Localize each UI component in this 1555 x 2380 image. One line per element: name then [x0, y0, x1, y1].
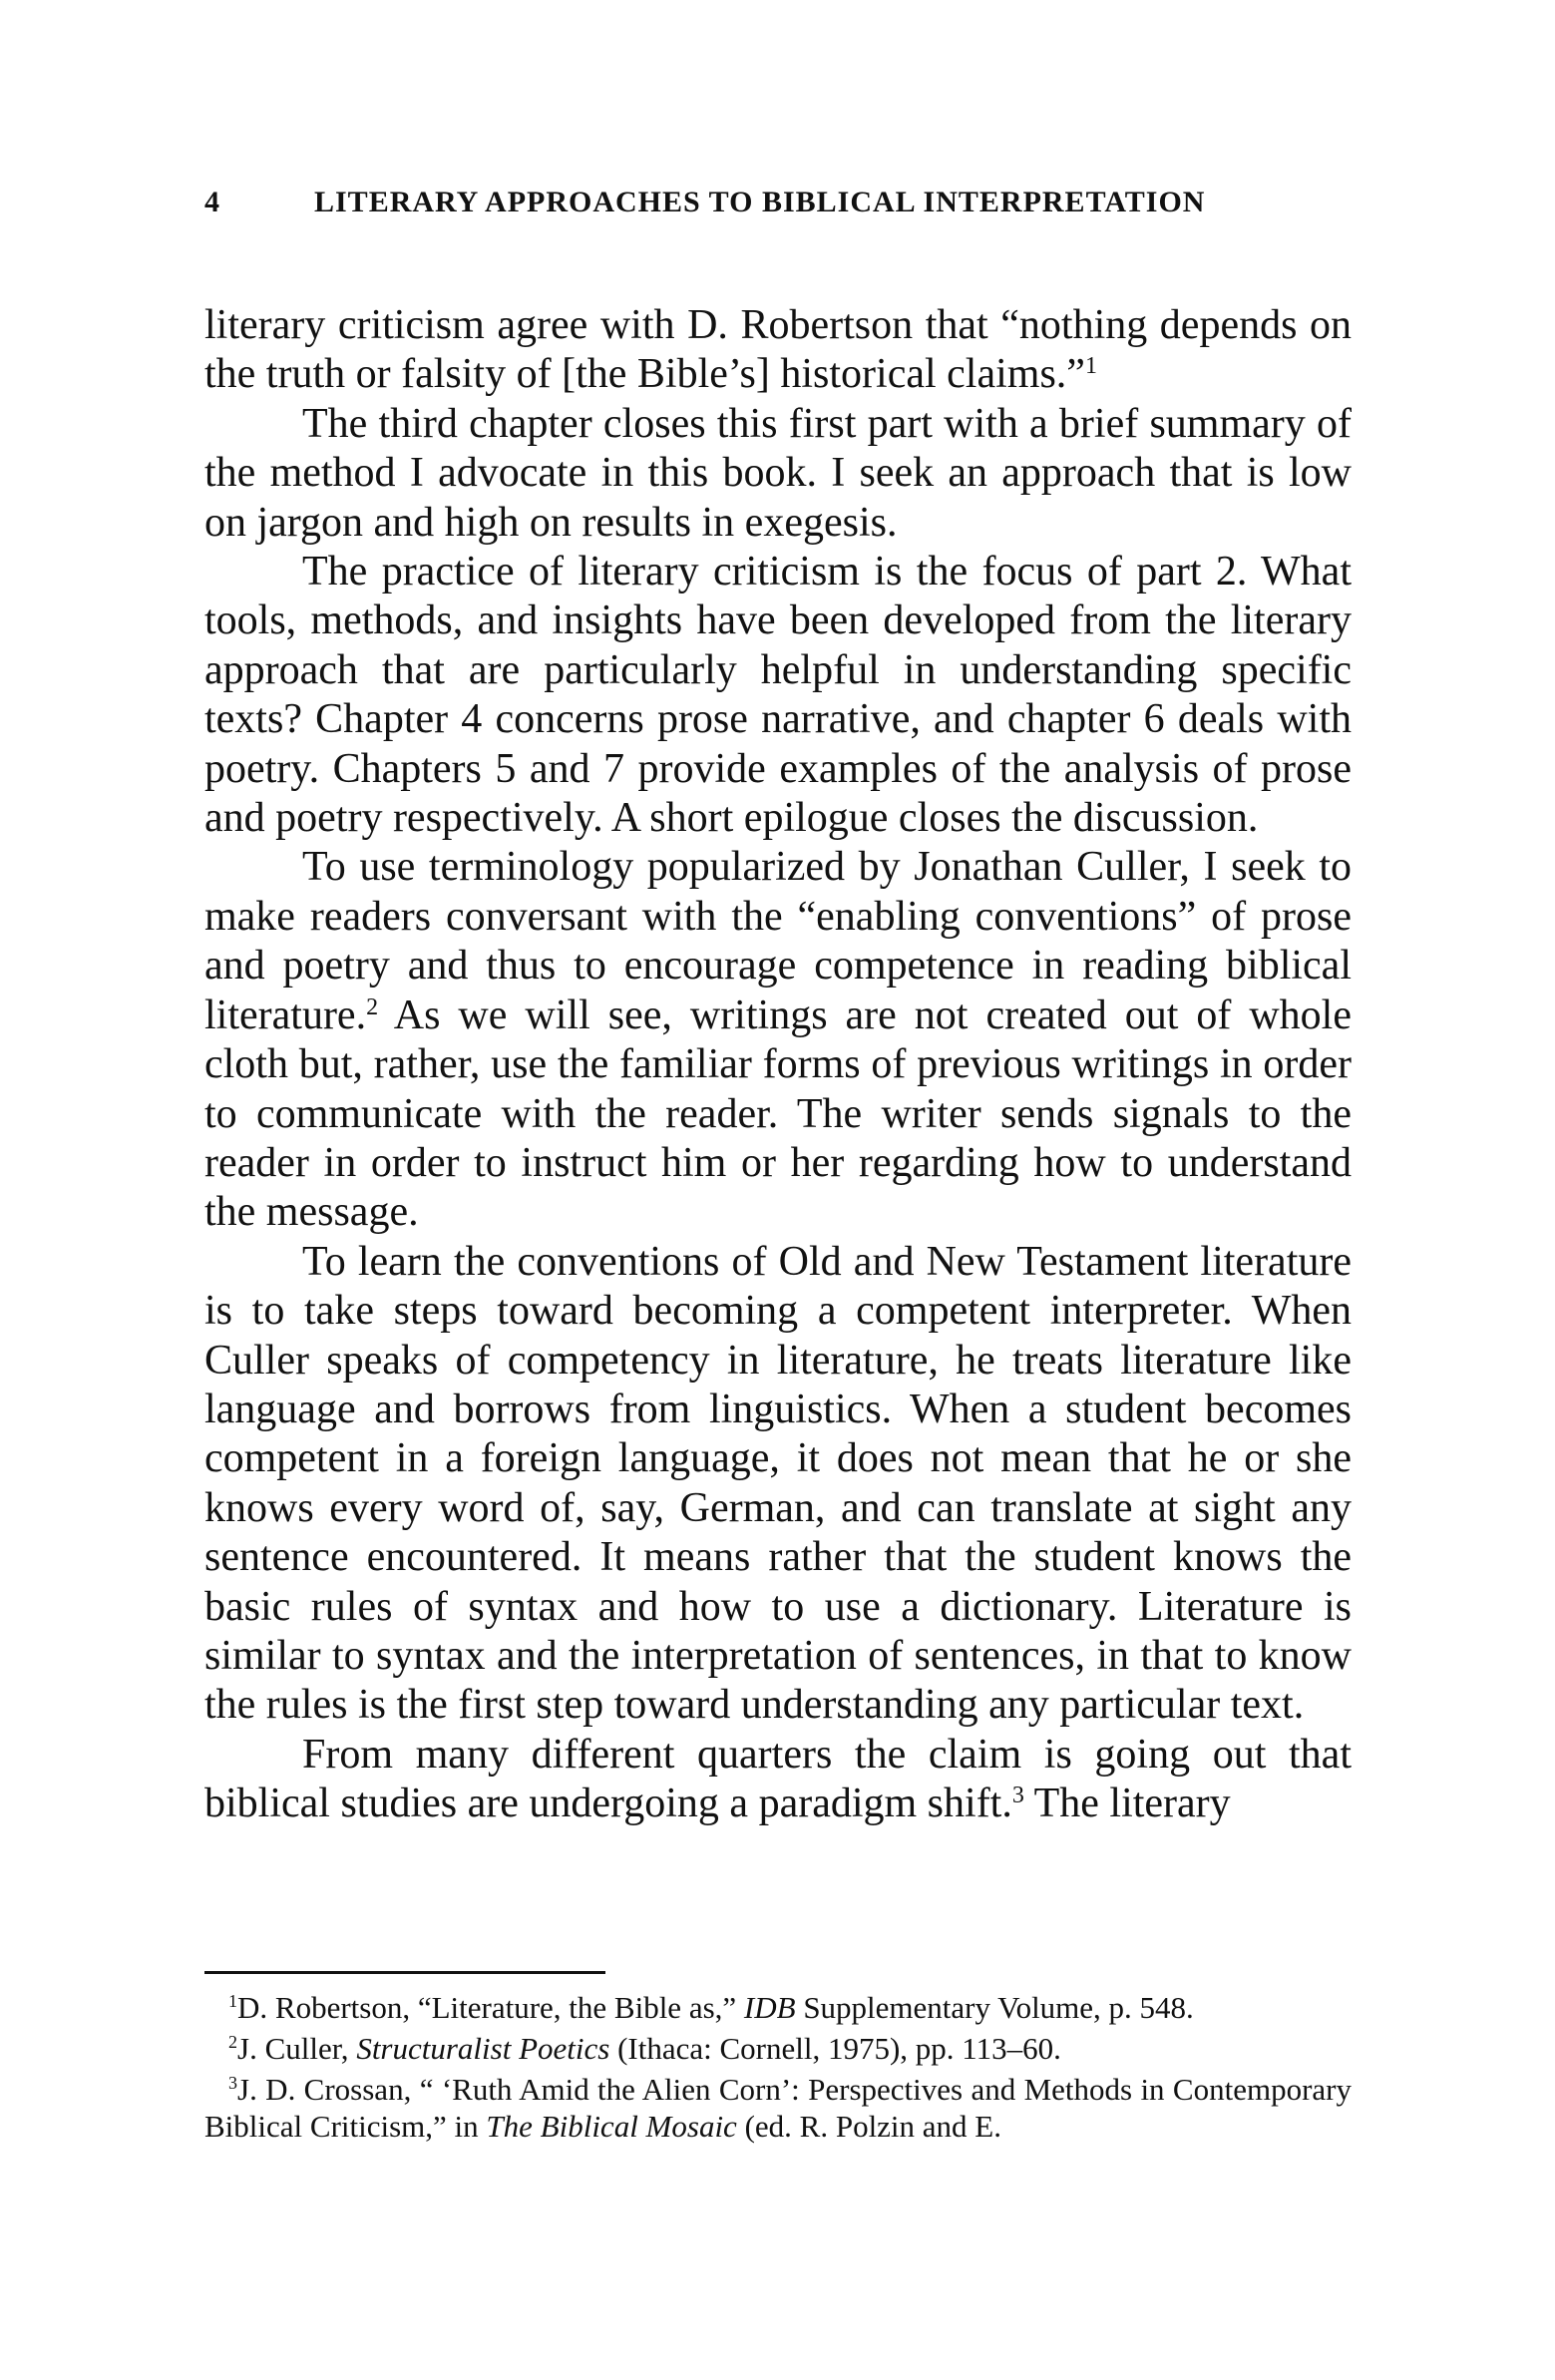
- footnote-2: [204, 2030, 1352, 2067]
- paragraph-6-text-b: The literary: [1023, 1781, 1231, 1827]
- footnote-2-title: Structuralist Poetics: [356, 2031, 610, 2066]
- running-header: [204, 186, 1352, 219]
- footnote-2-number: 2: [228, 2032, 237, 2052]
- note-ref-1: 1: [1084, 353, 1097, 380]
- paragraph-6: [204, 1731, 1352, 1829]
- paragraph-4-text-a: To use terminology popularized by Jonathan Culler, I seek to make readers conversant with the “enabling conventions” of prose and poetry and thus to encourage competence in reading biblical literature.: [204, 844, 1352, 1038]
- footnote-divider: [204, 1971, 605, 1974]
- footnote-2-text-a: J. Culler,: [237, 2031, 357, 2066]
- page-number: 4: [204, 186, 220, 218]
- body-text: [204, 301, 1352, 1829]
- running-title: LITERARY APPROACHES TO BIBLICAL INTERPRETATION: [314, 186, 1206, 218]
- paragraph-4: [204, 843, 1352, 1237]
- footnote-3-number: 3: [228, 2073, 237, 2093]
- footnote-1-text-a: D. Robertson, “Literature, the Bible as,”: [237, 1990, 744, 2025]
- note-ref-3: 3: [1011, 1783, 1024, 1809]
- paragraph-2: The third chapter closes this first part with a brief summary of the method I advocate in this book. I seek an approach that is low on jargon and high on results in exegesis.: [204, 400, 1352, 546]
- footnote-1: [204, 1989, 1352, 2026]
- paragraph-5: To learn the conventions of Old and New Testament literature is to take steps toward becoming a competent interpreter. When Culler speaks of competency in literature, he treats literature like language and borrows from linguistics. When a student becomes competent in a foreign language, it does not mean that he or she knows every word of, say, German, and can translate at sight any sentence encountered. It means rather that the student knows the basic rules of syntax and how to use a dictionary. Literature is similar to syntax and the interpretation of sentences, in that to know the rules is the first step toward understanding any particular text.: [204, 1238, 1352, 1729]
- paragraph-1: [204, 301, 1352, 400]
- footnote-3-text-b: (ed. R. Polzin and E.: [736, 2109, 1001, 2144]
- footnote-3-title: The Biblical Mosaic: [486, 2109, 737, 2144]
- paragraph-6-text-a: From many different quarters the claim is going out that biblical studies are undergoing a paradigm shift.: [204, 1731, 1352, 1827]
- paragraph-1-text: literary criticism agree with D. Robertson that “nothing depends on the truth or falsity of [the Bible’s] historical claims.”: [204, 302, 1352, 398]
- footnote-1-title: IDB: [743, 1990, 796, 2025]
- footnote-3: [204, 2071, 1352, 2145]
- footnotes: [204, 1989, 1352, 2149]
- footnote-1-text-b: Supplementary Volume, p. 548.: [795, 1990, 1194, 2025]
- footnote-3-text-a: J. D. Crossan, “ ‘Ruth Amid the Alien Corn’: Perspectives and Methods in Contemporary Biblical Criticism,” in: [204, 2072, 1352, 2144]
- note-ref-2: 2: [366, 993, 379, 1020]
- paragraph-4-text-b: As we will see, writings are not created out of whole cloth but, rather, use the familiar forms of previous writings in order to communicate with the reader. The writer sends signals to the reader in order to instruct him or her regarding how to understand the message.: [204, 992, 1352, 1236]
- paragraph-3: The practice of literary criticism is the focus of part 2. What tools, methods, and insights have been developed from the literary approach that are particularly helpful in understanding specific texts? Chapter 4 concerns prose narrative, and chapter 6 deals with poetry. Chapters 5 and 7 provide examples of the analysis of prose and poetry respectively. A short epilogue closes the discussion.: [204, 549, 1352, 842]
- footnote-2-text-b: (Ithaca: Cornell, 1975), pp. 113–60.: [609, 2031, 1061, 2066]
- footnote-1-number: 1: [228, 1991, 237, 2011]
